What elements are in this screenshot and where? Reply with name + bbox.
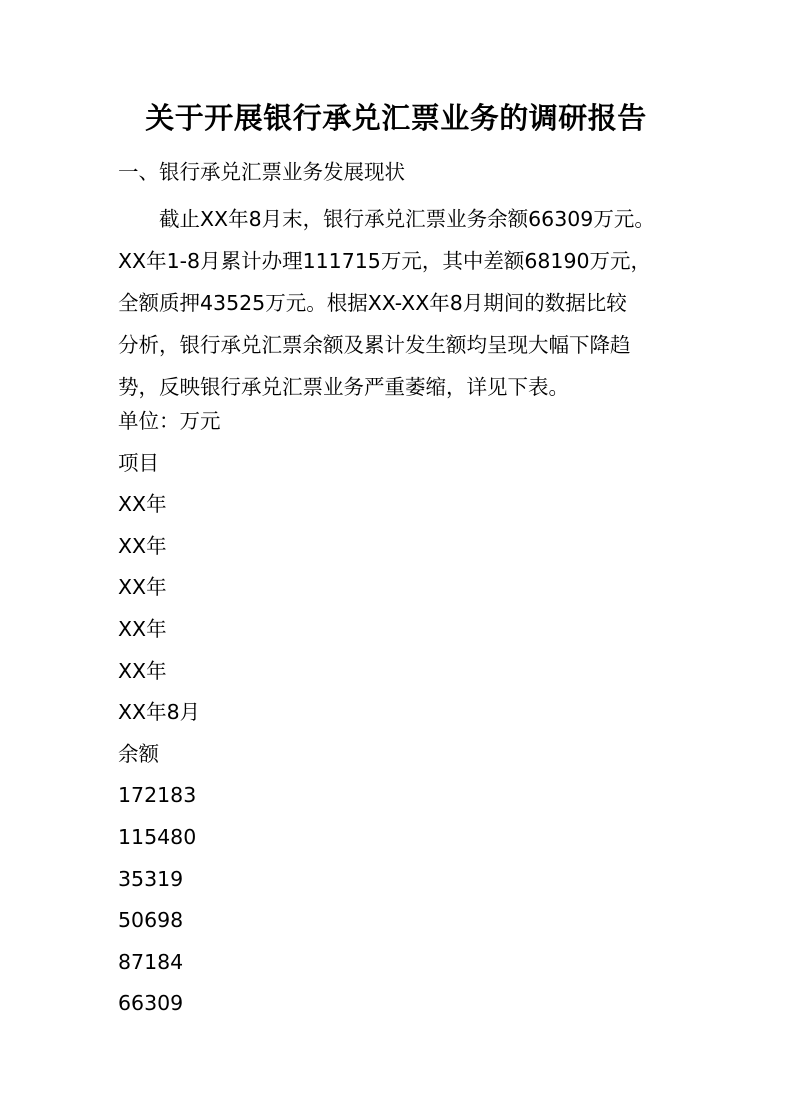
table-value-item: 115480 <box>118 824 197 849</box>
table-year-item: XX年 <box>118 616 167 641</box>
table-value-item: 87184 <box>118 949 184 974</box>
paragraph-line: 势，反映银行承兑汇票业务严重萎缩，详见下表。 <box>118 375 569 399</box>
table-year-item: XX年 <box>118 533 167 558</box>
table-year-item: XX年 <box>118 658 167 683</box>
table-year-item: XX年8月 <box>118 700 201 725</box>
table-value-item: 50698 <box>118 908 184 933</box>
section-heading: 一、银行承兑汇票业务发展现状 <box>118 160 405 184</box>
table-value-item: 172183 <box>118 783 197 808</box>
table-row-label: 余额 <box>118 741 159 766</box>
table-year-item: XX年 <box>118 575 167 600</box>
unit-label: 单位：万元 <box>118 409 221 433</box>
paragraph-line: 全额质押43525万元。根据XX-XX年8月期间的数据比较 <box>118 291 627 315</box>
paragraph-line: 分析，银行承兑汇票余额及累计发生额均呈现大幅下降趋 <box>118 333 631 357</box>
table-content-list <box>118 401 221 1025</box>
table-header-item: 项目 <box>118 450 159 475</box>
table-value-item: 35319 <box>118 866 184 891</box>
document-title: 关于开展银行承兑汇票业务的调研报告 <box>145 101 647 135</box>
table-year-item: XX年 <box>118 492 167 517</box>
paragraph-line: XX年1-8月累计办理111715万元，其中差额68190万元， <box>118 249 652 273</box>
paragraph-line: 截止XX年8月末，银行承兑汇票业务余额66309万元。 <box>159 207 655 231</box>
table-value-item: 66309 <box>118 991 184 1016</box>
body-paragraph <box>118 198 678 408</box>
